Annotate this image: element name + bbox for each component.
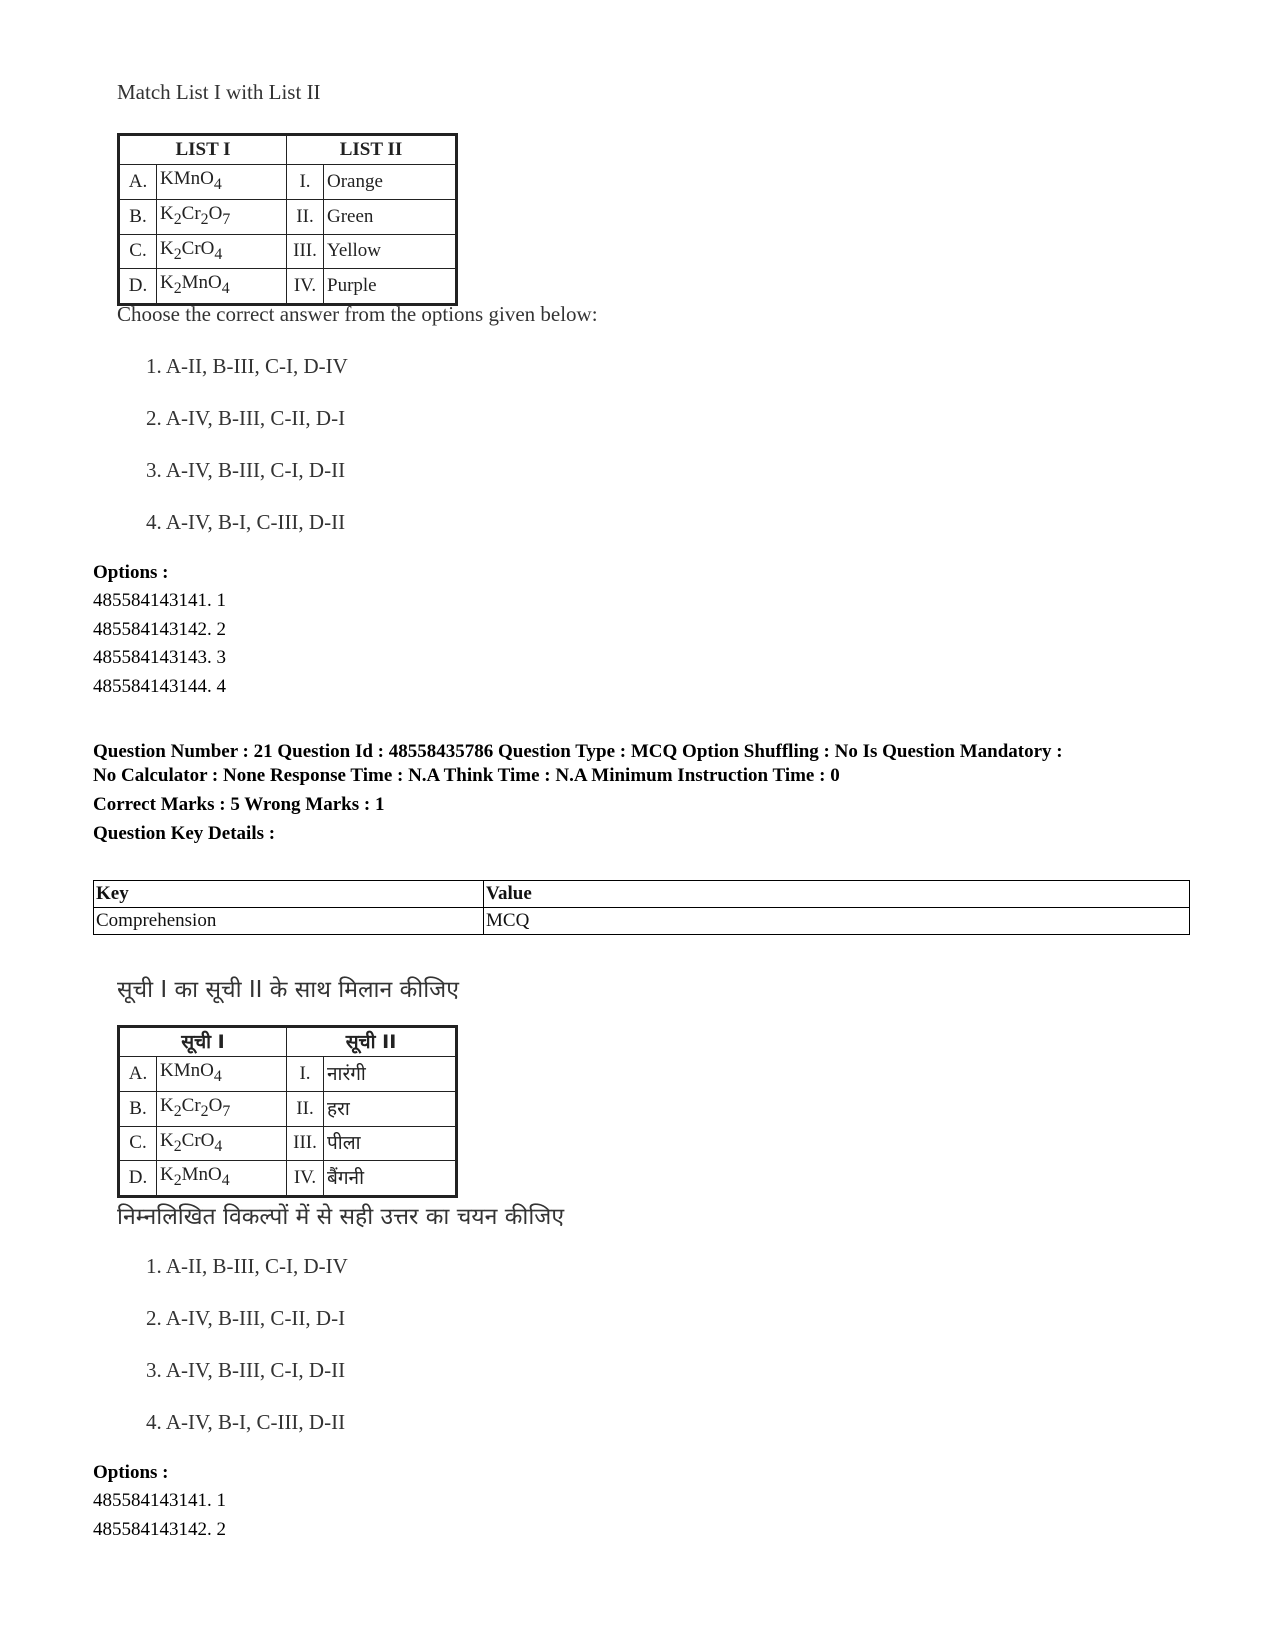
option-item: 485584143142. 2 [93,619,226,640]
option-item: 485584143141. 1 [93,1490,226,1511]
row-letter: B. [119,1091,157,1126]
choice-3: 3. A-IV, B-III, C-I, D-II [146,1358,346,1382]
key-details-label: Question Key Details : [93,823,276,844]
compound-formula: $K_2MnO_4$ [157,1161,287,1197]
list-2-header: LIST II [287,135,457,165]
choice-4: 4. A-IV, B-I, C-III, D-II [146,1410,346,1434]
table-row [119,199,457,234]
roman-numeral: IV. [287,269,324,305]
option-item: 485584143144. 4 [93,676,226,697]
table-row [119,234,457,269]
key-cell: Comprehension [94,908,484,935]
question-prompt: Match List I with List II [117,80,321,104]
choice-2: 2. A-IV, B-III, C-II, D-I [146,406,346,430]
choice-1: 1. A-II, B-III, C-I, D-IV [146,354,348,378]
choice-3: 3. A-IV, B-III, C-I, D-II [146,458,346,482]
table-row [119,1126,457,1161]
roman-numeral: III. [287,1126,324,1161]
value-header: Value [484,881,1190,908]
colour-name: हरा [324,1091,457,1126]
choice-1: 1. A-II, B-III, C-I, D-IV [146,1254,348,1278]
match-table-hindi [117,1025,458,1198]
marks-info: Correct Marks : 5 Wrong Marks : 1 [93,794,385,815]
list-1-header: LIST I [119,135,287,165]
compound-formula: KMnO$_4$ [157,1057,287,1092]
key-details-table [93,880,1190,935]
row-letter: A. [119,165,157,200]
roman-numeral: III. [287,234,324,269]
row-letter: C. [119,1126,157,1161]
option-item: 485584143141. 1 [93,590,226,611]
table-row [119,269,457,305]
roman-numeral: I. [287,1057,324,1092]
roman-numeral: II. [287,1091,324,1126]
choice-2: 2. A-IV, B-III, C-II, D-I [146,1306,346,1330]
option-item: 485584143143. 3 [93,647,226,668]
colour-name: पीला [324,1126,457,1161]
instruction-text: Choose the correct answer from the options given below: [117,302,598,326]
question-meta-line-1: Question Number : 21 Question Id : 48558435786 Question Type : MCQ Option Shuffling : No Is Question Mandatory : [93,741,1063,762]
roman-numeral: IV. [287,1161,324,1197]
question-meta-line-2: No Calculator : None Response Time : N.A Think Time : N.A Minimum Instruction Time : 0 [93,765,840,786]
colour-name: Purple [324,269,457,305]
roman-numeral: II. [287,199,324,234]
row-letter: C. [119,234,157,269]
colour-name: Yellow [324,234,457,269]
options-label: Options : [93,562,169,583]
compound-formula: $K_2MnO_4$ [157,269,287,305]
roman-numeral: I. [287,165,324,200]
colour-name: नारंगी [324,1057,457,1092]
table-row [119,1091,457,1126]
colour-name: Green [324,199,457,234]
compound-formula: $K_2CrO_4$ [157,234,287,269]
colour-name: बैंगनी [324,1161,457,1197]
options-label: Options : [93,1462,169,1483]
list-2-header: सूची II [287,1027,457,1057]
match-table [117,133,458,306]
choice-4: 4. A-IV, B-I, C-III, D-II [146,510,346,534]
value-cell: MCQ [484,908,1190,935]
option-item: 485584143142. 2 [93,1519,226,1540]
compound-formula: $K_2Cr_2O_7$ [157,199,287,234]
question-prompt-hindi: सूची I का सूची II के साथ मिलान कीजिए [117,977,459,1003]
colour-name: Orange [324,165,457,200]
compound-formula: $K_2Cr_2O_7$ [157,1091,287,1126]
table-row [119,1161,457,1197]
compound-formula: KMnO$_4$ [157,165,287,200]
instruction-text-hindi: निम्नलिखित विकल्पों में से सही उत्तर का चयन कीजिए [117,1204,565,1230]
row-letter: D. [119,1161,157,1197]
row-letter: B. [119,199,157,234]
compound-formula: $K_2CrO_4$ [157,1126,287,1161]
key-header: Key [94,881,484,908]
list-1-header: सूची I [119,1027,287,1057]
row-letter: A. [119,1057,157,1092]
table-row [119,165,457,200]
table-row [119,1057,457,1092]
row-letter: D. [119,269,157,305]
